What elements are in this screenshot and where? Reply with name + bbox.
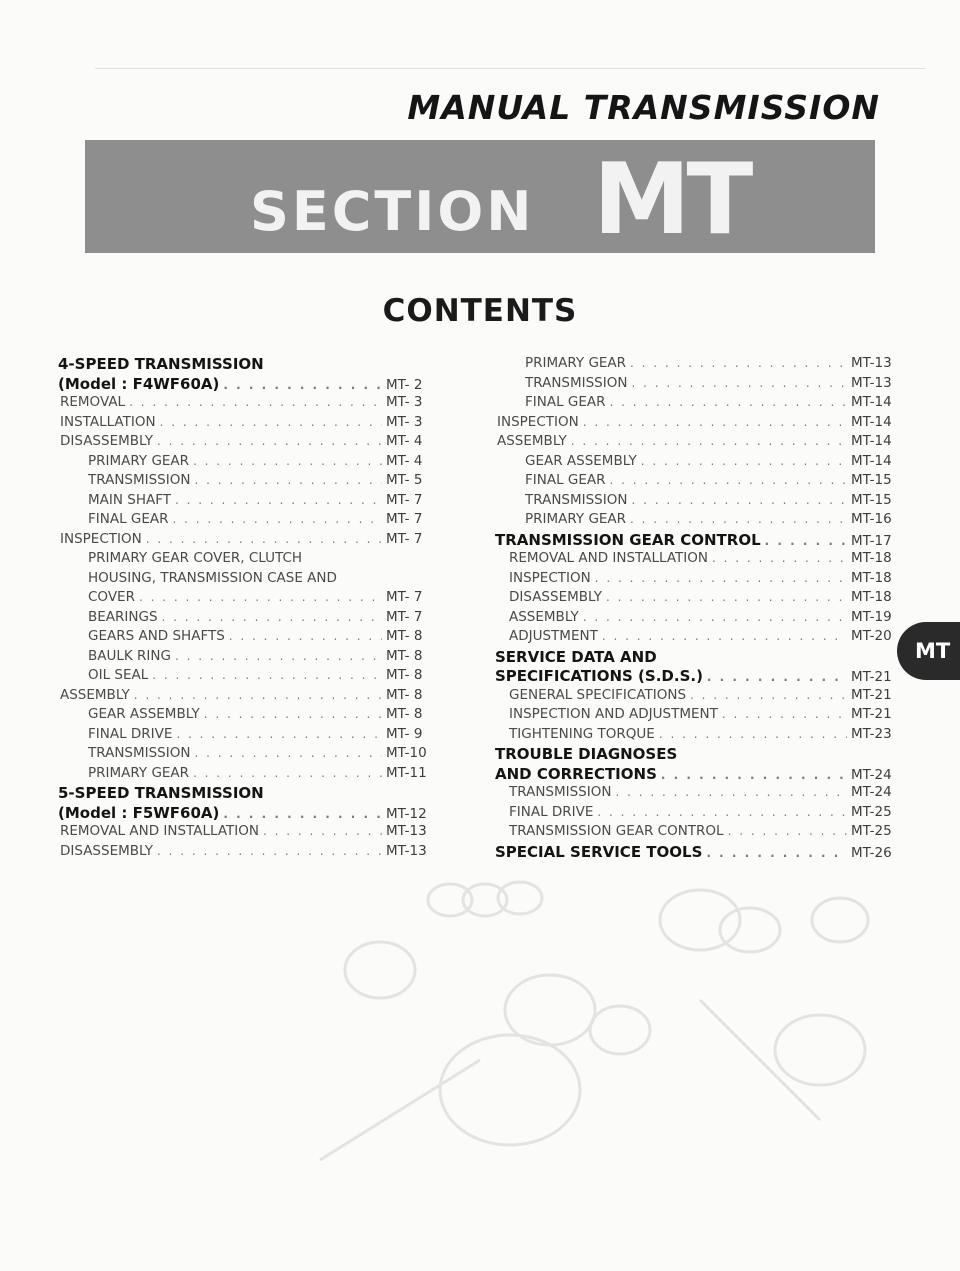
- toc-entry-page: MT-14: [851, 413, 892, 430]
- toc-entry-title: TRANSMISSION: [525, 491, 628, 508]
- section-banner-code: MT: [593, 143, 750, 257]
- toc-leader-dots: [597, 805, 847, 819]
- toc-leader-dots: [712, 551, 847, 565]
- toc-leader-dots: [606, 590, 847, 604]
- toc-entry[interactable]: [58, 667, 438, 687]
- toc-entry-title: (Model : F5WF60A): [58, 803, 220, 822]
- toc-leader-dots: [595, 571, 847, 585]
- toc-entry-page: MT- 8: [386, 628, 423, 644]
- toc-entry-title: PRIMARY GEAR: [525, 511, 627, 527]
- toc-entry-page: MT-10: [386, 745, 427, 761]
- toc-entry[interactable]: [58, 765, 438, 785]
- toc-entry[interactable]: [495, 823, 903, 843]
- toc-entry-title: GEAR ASSEMBLY: [88, 706, 200, 722]
- contents-heading: CONTENTS: [382, 293, 578, 329]
- toc-entry-page: MT- 7: [386, 530, 423, 547]
- toc-entry[interactable]: [495, 472, 903, 492]
- toc-entry-title: FINAL GEAR: [525, 394, 606, 410]
- toc-entry-page: MT-23: [851, 725, 892, 742]
- toc-entry-title: GEAR ASSEMBLY: [525, 452, 637, 469]
- toc-entry-page: MT-11: [386, 764, 427, 781]
- toc-leader-dots: [129, 395, 382, 409]
- toc-entry-title: TRANSMISSION GEAR CONTROL: [509, 823, 724, 839]
- toc-entry-title: INSPECTION: [509, 569, 591, 586]
- toc-entry[interactable]: [58, 492, 438, 512]
- toc-entry-page: MT-26: [851, 844, 892, 861]
- toc-leader-dots: [615, 785, 847, 799]
- toc-entry-title: INSPECTION: [60, 530, 142, 547]
- toc-entry-title: REMOVAL: [60, 394, 126, 410]
- toc-entry-title: ADJUSTMENT: [509, 628, 598, 644]
- toc-leader-dots: [641, 454, 847, 468]
- toc-entry-page: MT- 7: [386, 608, 423, 625]
- toc-entry[interactable]: [58, 531, 438, 551]
- toc-leader-dots: [602, 629, 847, 643]
- toc-leader-dots: [631, 493, 847, 507]
- toc-leader-dots: [722, 707, 847, 721]
- toc-entry[interactable]: [58, 570, 438, 590]
- toc-entry[interactable]: [58, 745, 438, 765]
- toc-entry-title: TRANSMISSION: [525, 374, 628, 391]
- toc-entry-title: FINAL GEAR: [525, 472, 606, 488]
- toc-entry[interactable]: [495, 706, 903, 726]
- toc-entry-title: HOUSING, TRANSMISSION CASE AND: [88, 569, 337, 586]
- toc-entry[interactable]: [495, 355, 903, 375]
- toc-entry-title: FINAL DRIVE: [509, 803, 594, 820]
- toc-entry[interactable]: [495, 765, 903, 785]
- toc-entry-title: TRANSMISSION: [88, 745, 191, 761]
- toc-entry-title: OIL SEAL: [88, 667, 149, 683]
- toc-entry-title: GEARS AND SHAFTS: [88, 628, 225, 644]
- toc-leader-dots: [194, 746, 382, 760]
- toc-entry-page: MT-25: [851, 823, 892, 839]
- toc-entry[interactable]: [58, 511, 438, 531]
- toc-leader-dots: [707, 670, 847, 684]
- toc-entry-page: MT- 5: [386, 472, 423, 488]
- toc-entry[interactable]: [58, 550, 438, 570]
- toc-entry[interactable]: [495, 589, 903, 609]
- toc-leader-dots: [193, 766, 382, 780]
- toc-entry-page: MT-19: [851, 608, 892, 625]
- toc-leader-dots: [152, 668, 382, 682]
- toc-entry[interactable]: [495, 570, 903, 590]
- toc-entry-title: BEARINGS: [88, 608, 158, 625]
- toc-entry[interactable]: [58, 375, 438, 395]
- toc-leader-dots: [659, 727, 847, 741]
- toc-entry-title: TRANSMISSION: [509, 784, 612, 800]
- toc-entry-page: MT-18: [851, 550, 892, 566]
- toc-entry-page: MT- 8: [386, 667, 423, 683]
- toc-entry-title: INSPECTION AND ADJUSTMENT: [509, 706, 718, 722]
- toc-entry[interactable]: [58, 726, 438, 746]
- toc-entry[interactable]: [495, 784, 903, 804]
- toc-leader-dots: [146, 532, 382, 546]
- toc-entry[interactable]: [495, 531, 903, 551]
- contents-left-column: [58, 355, 438, 862]
- toc-entry-page: MT- 7: [386, 589, 423, 605]
- toc-entry-page: MT- 3: [386, 413, 423, 430]
- toc-leader-dots: [583, 610, 847, 624]
- toc-entry-title: (Model : F4WF60A): [58, 374, 220, 393]
- toc-entry[interactable]: [58, 394, 438, 414]
- toc-entry-title: PRIMARY GEAR: [88, 764, 190, 781]
- toc-leader-dots: [157, 844, 382, 858]
- toc-entry-page: MT-13: [851, 374, 892, 391]
- toc-entry[interactable]: [58, 453, 438, 473]
- toc-leader-dots: [134, 688, 382, 702]
- toc-entry[interactable]: [58, 804, 438, 824]
- toc-entry-page: MT-21: [851, 706, 892, 722]
- toc-leader-dots: [229, 629, 382, 643]
- toc-leader-dots: [139, 590, 382, 604]
- toc-entry-title: BAULK RING: [88, 647, 171, 664]
- toc-entry[interactable]: [495, 492, 903, 512]
- toc-entry-page: MT-17: [851, 532, 892, 549]
- toc-entry-title: INSTALLATION: [60, 413, 156, 430]
- toc-entry-title: FINAL DRIVE: [88, 725, 173, 742]
- toc-entry-title: ASSEMBLY: [497, 433, 567, 449]
- toc-entry-title: PRIMARY GEAR COVER, CLUTCH: [88, 550, 303, 566]
- toc-entry-page: MT-12: [386, 805, 427, 822]
- toc-leader-dots: [162, 610, 382, 624]
- toc-entry[interactable]: [495, 375, 903, 395]
- toc-entry-page: MT-15: [851, 472, 892, 488]
- toc-entry-page: MT-13: [386, 842, 427, 859]
- toc-entry-page: MT-14: [851, 452, 892, 469]
- toc-entry-page: MT- 8: [386, 647, 423, 664]
- toc-entry[interactable]: [58, 472, 438, 492]
- toc-entry[interactable]: [495, 628, 903, 648]
- toc-entry-title: TROUBLE DIAGNOSES: [495, 745, 678, 763]
- contents-right-column: [495, 355, 903, 862]
- toc-entry-page: MT- 7: [386, 491, 423, 508]
- toc-leader-dots: [160, 415, 382, 429]
- toc-entry-title: 5-SPEED TRANSMISSION: [58, 784, 264, 802]
- toc-leader-dots: [630, 512, 847, 526]
- toc-entry[interactable]: [495, 667, 903, 687]
- toc-leader-dots: [193, 454, 382, 468]
- toc-leader-dots: [263, 824, 382, 838]
- toc-entry-page: MT-20: [851, 628, 892, 644]
- toc-leader-dots: [194, 473, 382, 487]
- toc-entry[interactable]: [495, 511, 903, 531]
- toc-leader-dots: [173, 512, 383, 526]
- page-title: MANUAL TRANSMISSION: [407, 88, 880, 127]
- toc-entry-title: REMOVAL AND INSTALLATION: [60, 823, 259, 839]
- toc-entry-title: TIGHTENING TORQUE: [509, 725, 655, 742]
- background-gear-illustration: [300, 860, 920, 1190]
- toc-entry[interactable]: [495, 394, 903, 414]
- toc-entry-title: PRIMARY GEAR: [525, 355, 627, 371]
- toc-entry-page: MT-24: [851, 766, 892, 783]
- toc-entry[interactable]: [58, 628, 438, 648]
- toc-leader-dots: [661, 768, 847, 782]
- toc-entry[interactable]: [58, 823, 438, 843]
- toc-entry[interactable]: [495, 687, 903, 707]
- toc-entry-page: MT- 8: [386, 706, 423, 722]
- toc-leader-dots: [223, 378, 382, 392]
- toc-leader-dots: [175, 493, 382, 507]
- top-rule: [95, 68, 925, 69]
- toc-entry[interactable]: [495, 414, 903, 434]
- toc-entry-title: SERVICE DATA AND: [495, 647, 657, 666]
- toc-entry[interactable]: [495, 433, 903, 453]
- toc-leader-dots: [706, 846, 847, 860]
- toc-leader-dots: [571, 434, 847, 448]
- toc-entry-page: MT-16: [851, 511, 892, 527]
- toc-entry-title: AND CORRECTIONS: [495, 764, 657, 783]
- toc-entry-page: MT- 8: [386, 686, 423, 703]
- toc-entry-page: MT-18: [851, 569, 892, 586]
- toc-entry-page: MT-14: [851, 394, 892, 410]
- toc-entry-title: FINAL GEAR: [88, 511, 169, 527]
- toc-entry[interactable]: [58, 648, 438, 668]
- toc-entry-page: MT- 2: [386, 376, 423, 393]
- toc-entry-title: DISASSEMBLY: [509, 589, 602, 605]
- toc-entry[interactable]: [495, 843, 903, 863]
- toc-entry[interactable]: [58, 706, 438, 726]
- toc-entry-title: GENERAL SPECIFICATIONS: [509, 686, 687, 703]
- toc-entry-title: SPECIFICATIONS (S.D.S.): [495, 667, 703, 685]
- toc-entry[interactable]: [495, 609, 903, 629]
- toc-leader-dots: [223, 807, 382, 821]
- toc-entry-page: MT-21: [851, 686, 892, 703]
- toc-entry-title: COVER: [88, 589, 135, 605]
- toc-entry[interactable]: [495, 726, 903, 746]
- toc-entry[interactable]: [58, 414, 438, 434]
- toc-entry-title: MAIN SHAFT: [88, 491, 171, 508]
- toc-entry-page: MT- 3: [386, 394, 423, 410]
- section-banner-word: SECTION: [250, 180, 535, 243]
- toc-entry[interactable]: [495, 745, 903, 765]
- toc-entry-title: ASSEMBLY: [60, 686, 130, 703]
- toc-entry[interactable]: [495, 453, 903, 473]
- toc-entry-page: MT-14: [851, 433, 892, 449]
- toc-leader-dots: [728, 824, 847, 838]
- toc-entry-title: 4-SPEED TRANSMISSION: [58, 355, 264, 373]
- toc-entry-title: TRANSMISSION: [88, 472, 191, 488]
- toc-leader-dots: [204, 707, 382, 721]
- toc-leader-dots: [630, 356, 847, 370]
- toc-entry[interactable]: [58, 784, 438, 804]
- toc-entry[interactable]: [58, 609, 438, 629]
- toc-leader-dots: [631, 376, 847, 390]
- toc-entry-title: REMOVAL AND INSTALLATION: [509, 550, 708, 566]
- toc-entry-page: MT-15: [851, 491, 892, 508]
- toc-entry-title: DISASSEMBLY: [60, 842, 153, 859]
- toc-entry-page: MT-13: [851, 355, 892, 371]
- toc-entry-page: MT-13: [386, 823, 427, 839]
- toc-entry-page: MT- 4: [386, 452, 423, 469]
- toc-entry-page: MT-21: [851, 669, 892, 685]
- toc-entry-title: INSPECTION: [497, 413, 579, 430]
- toc-leader-dots: [610, 473, 848, 487]
- toc-leader-dots: [175, 649, 382, 663]
- toc-entry[interactable]: [58, 433, 438, 453]
- toc-entry-page: MT- 7: [386, 511, 423, 527]
- toc-leader-dots: [690, 688, 847, 702]
- toc-leader-dots: [176, 727, 382, 741]
- toc-entry[interactable]: [58, 589, 438, 609]
- toc-entry-title: SPECIAL SERVICE TOOLS: [495, 842, 703, 861]
- toc-entry-title: PRIMARY GEAR: [88, 452, 190, 469]
- toc-entry-title: ASSEMBLY: [509, 608, 579, 625]
- toc-entry-page: MT-24: [851, 784, 892, 800]
- toc-entry[interactable]: [495, 648, 903, 668]
- toc-entry-title: DISASSEMBLY: [60, 433, 153, 449]
- toc-entry[interactable]: [58, 843, 438, 863]
- toc-leader-dots: [583, 415, 847, 429]
- toc-entry-page: MT-25: [851, 803, 892, 820]
- toc-entry[interactable]: [495, 804, 903, 824]
- toc-leader-dots: [157, 434, 382, 448]
- toc-entry-page: MT-18: [851, 589, 892, 605]
- toc-entry[interactable]: [58, 687, 438, 707]
- toc-leader-dots: [610, 395, 848, 409]
- section-tab-label: MT: [915, 639, 951, 663]
- toc-leader-dots: [765, 534, 847, 548]
- toc-entry[interactable]: [58, 355, 438, 375]
- section-tab-mt[interactable]: [897, 622, 960, 680]
- toc-entry-page: MT- 4: [386, 433, 423, 449]
- toc-entry[interactable]: [495, 550, 903, 570]
- toc-entry-page: MT- 9: [386, 725, 423, 742]
- toc-entry-title: TRANSMISSION GEAR CONTROL: [495, 530, 761, 549]
